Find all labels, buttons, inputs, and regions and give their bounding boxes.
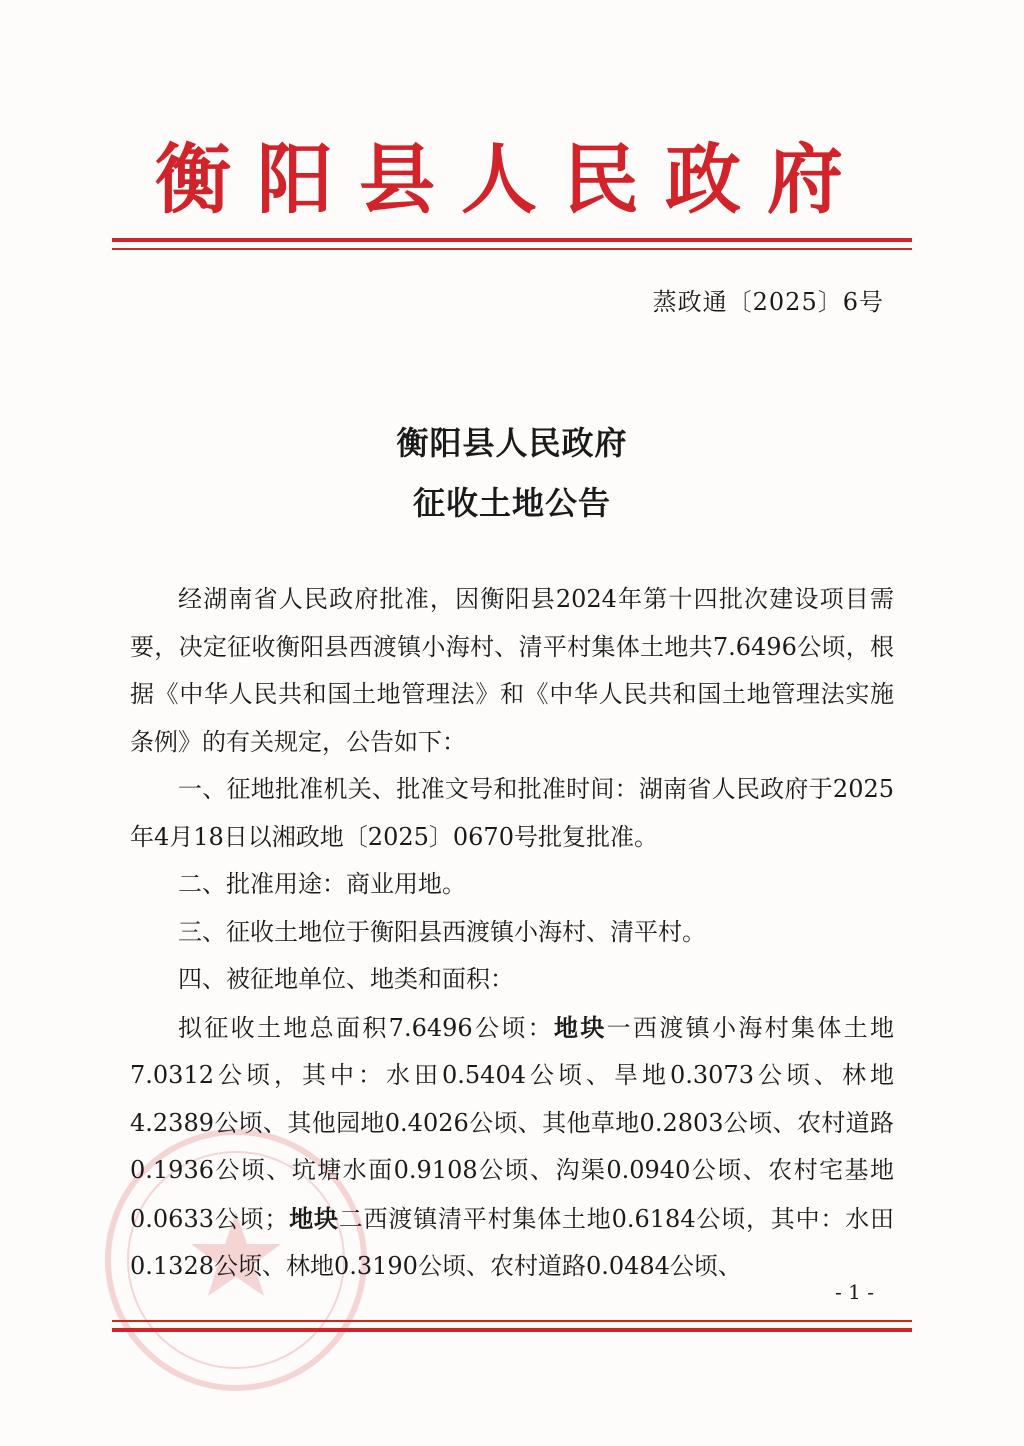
issuing-authority-title: 衡阳县人民政府 [155,135,869,224]
body-paragraph-location: 三、征收土地位于衡阳县西渡镇小海村、清平村。 [178,917,706,946]
body-paragraph-approval: 一、征地批准机关、批准文号和批准时间：湖南省人民政府于2025年4月18日以湘政地〔2025〕0670号批复批准。 [130,775,894,851]
notice-title-line2: 征收土地公告 [412,484,611,522]
parcel-label-1: 地块 [553,1012,607,1042]
parcel-2-detail: 二西渡镇清平村集体土地0.6184公顷，其中：水田0.1328公顷、林地0.3190公顷、农村道路0.0484公顷、 [130,1204,894,1280]
header-divider-thick [112,238,912,242]
footer-divider-thin [112,1320,912,1322]
document-number: 蒸政通〔2025〕6号 [652,288,884,316]
land-total-text: 拟征收土地总面积7.6496公顷： [178,1013,554,1042]
body-paragraph-land-detail [130,1004,894,1291]
parcel-label-2: 地块 [288,1203,339,1233]
body-paragraph-usage: 二、批准用途：商业用地。 [178,870,466,898]
parcel-1-detail: 一西渡镇小海村集体土地7.0312公顷，其中：水田0.5404公顷、旱地0.3073公顷、林地4.2389公顷、其他园地0.4026公顷、其他草地0.2803公顷、农村道路0.1936公顷、坑塘水面0.9108公顷、沟渠0.0940公顷、农村宅基地0.0633公顷； [130,1013,894,1233]
page-number: - 1 - [835,1280,874,1304]
body-paragraph-intro: 经湖南省人民政府批准，因衡阳县2024年第十四批次建设项目需要，决定征收衡阳县西渡镇小海村、清平村集体土地共7.6496公顷，根据《中华人民共和国土地管理法》和《中华人民共和国土地管理法实施条例》的有关规定，公告如下： [130,585,894,756]
body-paragraph-land-heading: 四、被征地单位、地类和面积： [178,965,514,993]
footer-divider-thick [112,1328,912,1332]
notice-title-line1: 衡阳县人民政府 [396,424,628,462]
notice-body [130,576,894,1291]
header-divider-thin [112,248,912,250]
